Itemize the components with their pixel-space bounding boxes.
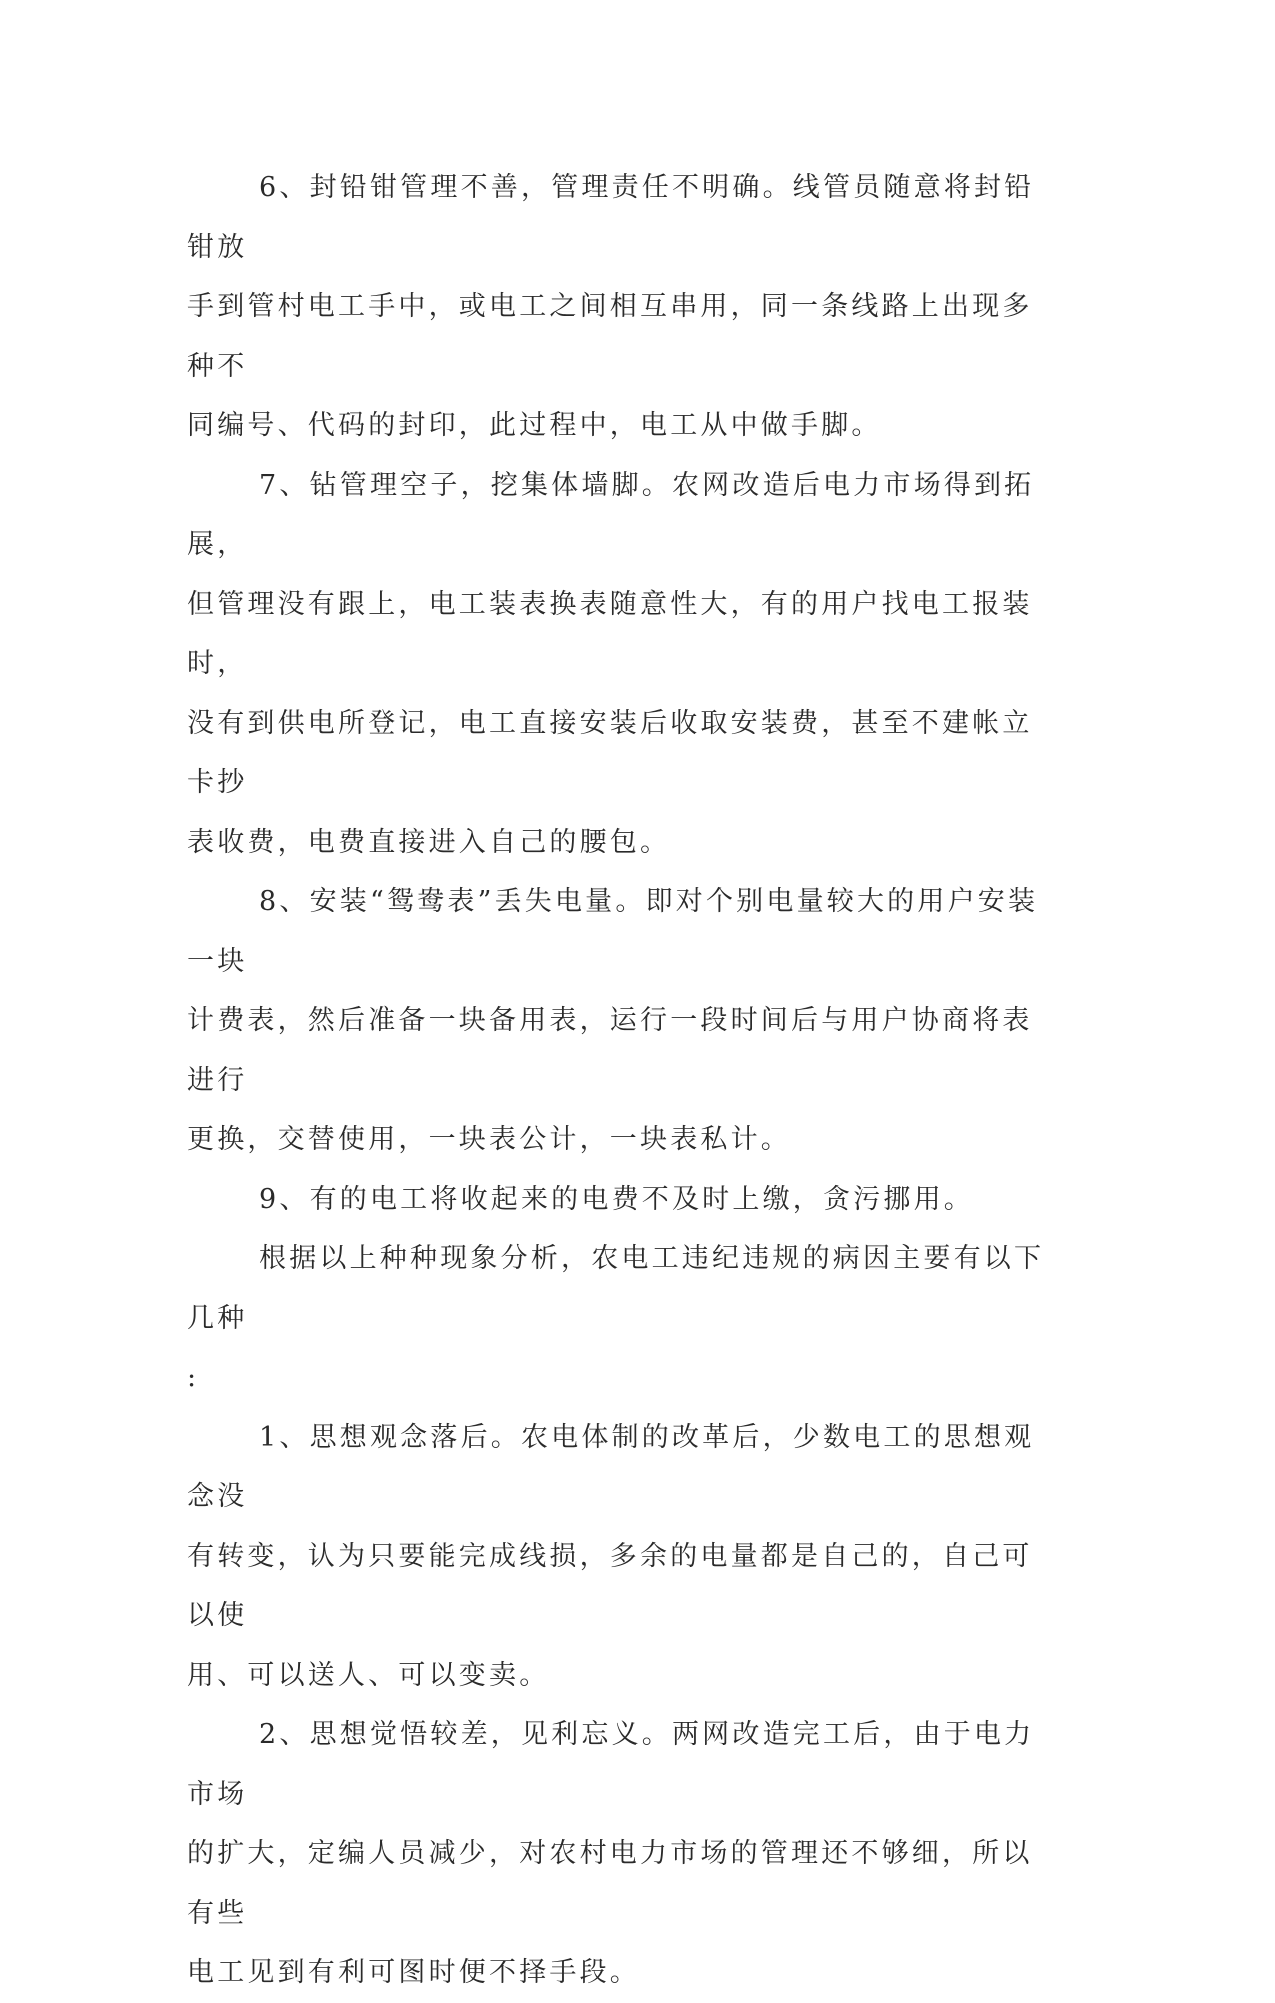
paragraph-cause-1-outdated-thinking: 1、思想观念落后。农电体制的改革后，少数电工的思想观念没 有转变，认为只要能完成线损，多余的电量都是自己的，自己可以使 用、可以送人、可以变卖。 xyxy=(187,1421,1035,1691)
paragraph-item-7-management-loopholes: 7、钻管理空子，挖集体墙脚。农网改造后电力市场得到拓展， 但管理没有跟上，电工装表换表随意性大，有的用户找电工报装时， 没有到供电所登记，电工直接安装后收取安装费，甚至不建帐立卡抄 表收费，电费直接进入自己的腰包。 xyxy=(187,469,1035,858)
paragraph-item-8-duplicate-meters: 8、安装“鸳鸯表”丢失电量。即对个别电量较大的用户安装一块 计费表，然后准备一块备用表，运行一段时间后与用户协商将表进行 更换，交替使用，一块表公计，一块表私计。 xyxy=(187,886,1039,1155)
paragraph-analysis-intro: 根据以上种种现象分析，农电工违纪违规的病因主要有以下几种 : xyxy=(187,1243,1045,1393)
paragraph-cause-2-poor-awareness: 2、思想觉悟较差，见利忘义。两网改造完工后，由于电力市场 的扩大，定编人员减少，对农村电力市场的管理还不够细，所以有些 电工见到有利可图时便不择手段。 xyxy=(187,1719,1035,1988)
paragraph-item-9-embezzlement: 9、有的电工将收起来的电费不及时上缴，贪污挪用。 xyxy=(259,1183,974,1215)
document-body xyxy=(187,158,1047,2003)
paragraph-item-6-seal-pliers: 6、封铅钳管理不善，管理责任不明确。线管员随意将封铅钳放 手到管村电工手中，或电工之间相互串用，同一条线路上出现多种不 同编号、代码的封印，此过程中，电工从中做手脚。 xyxy=(187,172,1035,441)
